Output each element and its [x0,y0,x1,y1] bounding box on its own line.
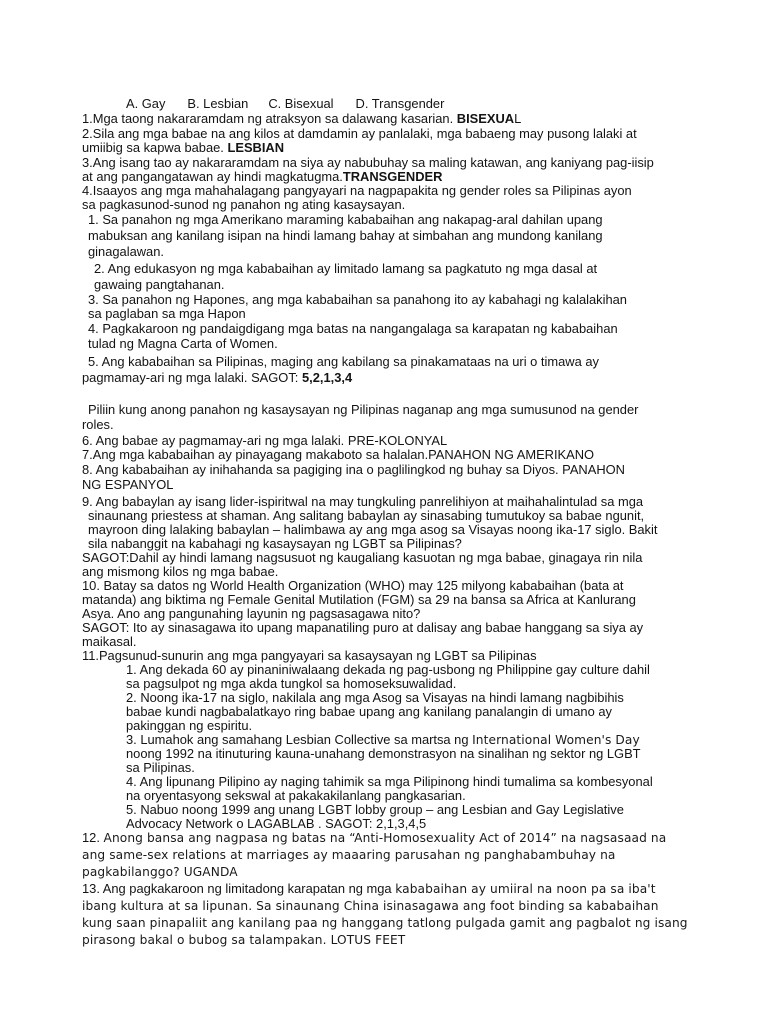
q11-item-2-line-3: pakinggan ng espiritu. [126,718,253,733]
question-8-line-2: NG ESPANYOL [82,477,174,492]
question-9-line-1: 9. Ang babaylan ay isang lider-ispiritwal na may tungkuling panrelihiyon at maihahalintulad sa mga [82,494,644,509]
choice-b: B. Lesbian [187,96,249,111]
q4-item-2-line-1: 2. Ang edukasyon ng mga kababaihan ay limitado lamang sa pagkatuto ng mga dasal at [94,261,598,276]
instruction-line-2: roles. [82,417,114,432]
q11-item-2-line-2: babae kundi nagbabalatkayo ring babae upang ang kanilang panalangin di umano ay [126,704,612,719]
answer-3: TRANSGENDER [342,169,443,184]
q11-item-3-line-1: 3. Lumahok ang samahang Lesbian Collective sa martsa ng International Women's Day [126,732,640,747]
answer-9-line-2: ang mismong kilos ng mga babae. [82,564,279,579]
q11-item-2-line-1: 2. Noong ika-17 na siglo, nakilala ang mga Asog sa Visayas na hindi lamang nagbibihis [126,690,624,705]
question-9-line-3: mayroon ding lalaking babaylan – halimbawa ay ang mga asog sa Visayas noong ika-17 siglo. Bakit [88,522,658,537]
q4-item-1-line-1: 1. Sa panahon ng mga Amerikano maraming kababaihan ang nakapag-aral dahilan upang [88,212,603,227]
answer-10-line-1: SAGOT: Ito ay sinasagawa ito upang mapanatiling puro at dalisay ang babae hanggang sa siya ay [82,620,644,635]
choice-c: C. Bisexual [268,96,334,111]
q11-item-1-line-2: sa pagsulpot ng mga akda tungkol sa homoseksuwalidad. [126,676,457,691]
choice-a: A. Gay [126,96,166,111]
question-4-line-2: sa pagkasunod-sunod ng panahon ng ating kasaysayan. [82,197,406,212]
answer-10-line-2: maikasal. [82,634,137,649]
question-12-line-2: ang same-sex relations at marriages ay maaaring parusahan ng panghabambuhay na [82,848,616,862]
question-12-line-1: 12. Anong bansa ang nagpasa ng batas na “Anti-Homosexuality Act of 2014” na nagsasaad na [82,830,667,845]
q4-item-5-line-1: 5. Ang kababaihan sa Pilipinas, maging ang kabilang sa pinakamataas na uri o timawa ay [88,354,599,369]
choice-d: D. Transgender [355,96,445,111]
question-13-line-1: 13. Ang pagkakaroon ng limitadong karapatan ng mga kababaihan ay umiiral na noon pa sa iba't [82,881,656,896]
q11-item-5-line-1: 5. Nabuo noong 1999 ang unang LGBT lobby group – ang Lesbian and Gay Legislative [126,802,624,817]
question-2-line-1: 2.Sila ang mga babae na ang kilos at damdamin ay panlalaki, mga babaeng may pusong lalaki at [82,126,637,141]
q11-item-3-line-2: noong 1992 na itinuturing kauna-unahang demonstrasyon na sinalihan ng sektor ng LGBT [126,746,641,761]
q4-item-3-line-2: sa paglaban sa mga Hapon [88,306,246,321]
q11-item-3-line-3: sa Pilipinas. [126,760,195,775]
q4-item-4-line-1: 4. Pagkakaroon ng pandaigdigang mga batas na nangangalaga sa karapatan ng kababaihan [88,321,618,336]
question-1: 1.Mga taong nakararamdam ng atraksyon sa dalawang kasarian. BISEXUAL [82,111,522,126]
answer-4: 5,2,1,3,4 [301,370,353,385]
question-3-line-1: 3.Ang isang tao ay nakararamdam na siya ay nabubuhay sa maling katawan, ang kaniyang pag-iisip [82,155,654,170]
question-2-line-2: umiibig sa kapwa babae. LESBIAN [82,140,285,155]
question-13-line-4: pirasong bakal o bubog sa talampakan. LOTUS FEET [82,933,406,947]
question-9-line-4: sila nabanggit na kabahagi ng kasaysayan ng LGBT sa Pilipinas? [88,536,462,551]
answer-2: LESBIAN [227,140,285,155]
question-9-line-2: sinaunang priestess at shaman. Ang salitang babaylan ay sinasabing tumutukoy sa babae ngunit, [88,508,645,523]
q4-item-3-line-1: 3. Sa panahon ng Hapones, ang mga kababaihan sa panahong ito ay kabahagi ng kalalakihan [88,292,627,307]
question-13-line-2: ibang kultura at sa lipunan. Sa sinaunang China isinasagawa ang foot binding sa kababaihan [82,899,659,913]
answer-9-line-1: SAGOT:Dahil ay hindi lamang nagsusuot ng kaugaliang kasuotan ng mga babae, ginagaya rin nila [82,550,643,565]
q11-item-4-line-1: 4. Ang lipunang Pilipino ay naging tahimik sa mga Pilipinong hindi tumalima sa kombesyonal [126,774,653,789]
q11-item-5-line-2: Advocacy Network o LAGABLAB . SAGOT: 2,1,3,4,5 [126,816,427,831]
question-10-line-1: 10. Batay sa datos ng World Health Organization (WHO) may 125 milyong kababaihan (bata at [82,578,624,593]
question-6: 6. Ang babae ay pagmamay-ari ng mga lalaki. PRE-KOLONYAL [82,433,448,448]
question-13-line-3: kung saan pinapaliit ang kanilang paa ng hanggang tatlong pulgada gamit ang pagbalot ng isang [82,916,688,930]
question-10-line-3: Asya. Ano ang pangunahing layunin ng pagsasagawa nito? [82,606,421,621]
q4-item-5-line-2: pagmamay-ari ng mga lalaki. SAGOT: 5,2,1,3,4 [82,370,353,385]
q4-item-4-line-2: tulad ng Magna Carta of Women. [88,336,278,351]
q4-item-2-line-2: gawaing pangtahanan. [94,277,225,292]
question-4-line-1: 4.Isaayos ang mga mahahalagang pangyayari na nagpapakita ng gender roles sa Pilipinas ayon [82,183,632,198]
question-7: 7.Ang mga kababaihan ay pinayagang makaboto sa halalan.PANAHON NG AMERIKANO [82,447,595,462]
question-11-line-1: 11.Pagsunud-sunurin ang mga pangyayari sa kasaysayan ng LGBT sa Pilipinas [82,648,537,663]
answer-1: BISEXUA [456,111,515,126]
q11-item-1-line-1: 1. Ang dekada 60 ay pinaniniwalaang dekada ng pag-usbong ng Philippine gay culture dahil [126,662,650,677]
q4-item-1-line-3: ginagalawan. [88,244,164,259]
question-3-line-2: at ang pangangatawan ay hindi magkatugma.TRANSGENDER [82,169,443,184]
question-12-line-3: pagkabilanggo? UGANDA [82,865,238,879]
q11-item-4-line-2: na oryentasyong sekswal at pakakakilanlang pangkasarian. [126,788,466,803]
question-10-line-2: matanda) ang biktima ng Female Genital Mutilation (FGM) sa 29 na bansa sa Africa at Kanlurang [82,592,636,607]
choices-row [126,97,444,111]
question-8-line-1: 8. Ang kababaihan ay inihahanda sa pagiging ina o paglilingkod ng buhay sa Diyos. PANAHON [82,462,625,477]
instruction-line-1: Piliin kung anong panahon ng kasaysayan ng Pilipinas naganap ang mga sumusunod na gender [88,402,639,417]
q4-item-1-line-2: mabuksan ang kanilang isipan na hindi lamang bahay at simbahan ang mundong kanilang [88,228,603,243]
